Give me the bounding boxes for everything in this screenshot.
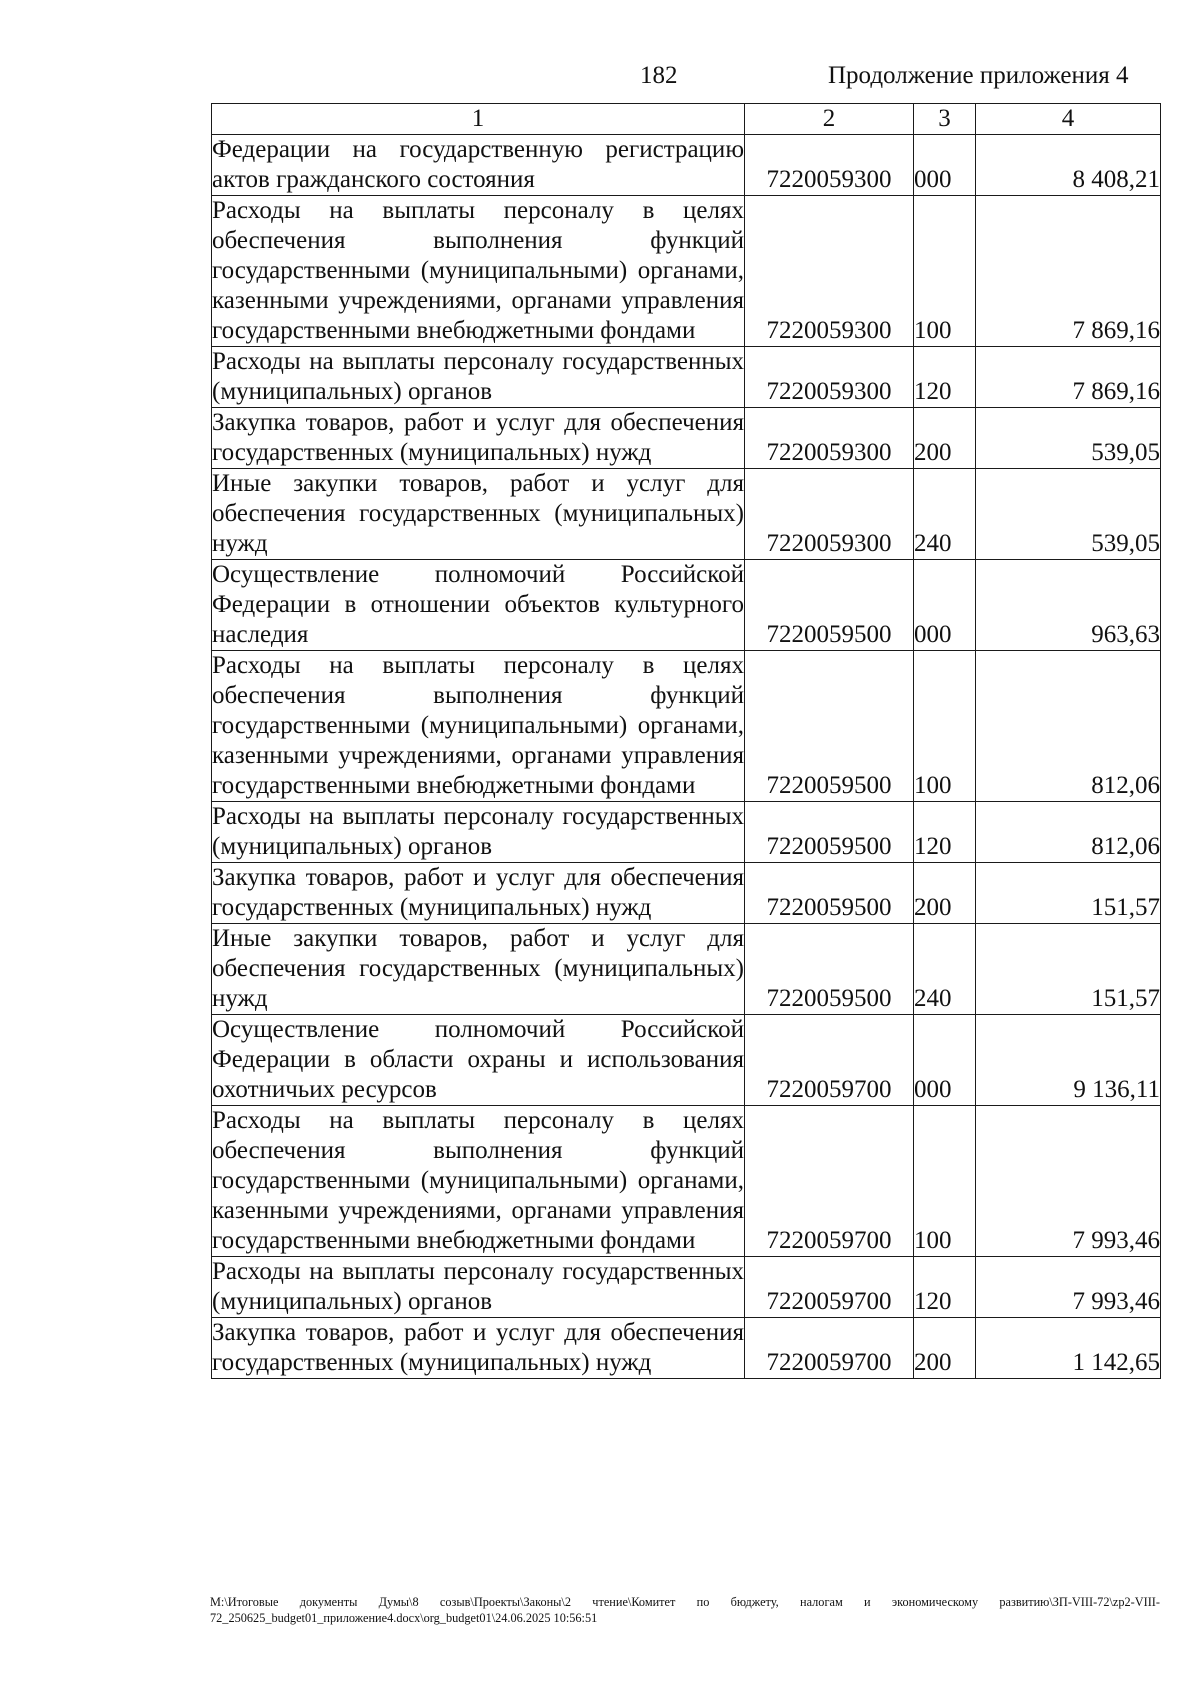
- row-code: 7220059700: [745, 1106, 914, 1257]
- row-code: 7220059500: [745, 802, 914, 863]
- row-expense-type: 100: [914, 1106, 976, 1257]
- row-description: Закупка товаров, работ и услуг для обеспечения государственных (муниципальных) нужд: [212, 408, 745, 469]
- table-header-row: [212, 104, 1161, 135]
- row-expense-type: 100: [914, 651, 976, 802]
- row-expense-type: 120: [914, 802, 976, 863]
- row-description: Расходы на выплаты персоналу в целях обеспечения выполнения функций государственными (муниципальными) органами, казенными учреждениями, органами управления государственными внебюджетными фондами: [212, 196, 745, 347]
- row-amount: 151,57: [976, 863, 1161, 924]
- row-expense-type: 120: [914, 1257, 976, 1318]
- table-row: [212, 1015, 1161, 1106]
- row-amount: 151,57: [976, 924, 1161, 1015]
- row-expense-type: 200: [914, 408, 976, 469]
- column-header-4: 4: [976, 104, 1161, 135]
- row-amount: 539,05: [976, 408, 1161, 469]
- row-amount: 812,06: [976, 651, 1161, 802]
- table-row: [212, 1106, 1161, 1257]
- row-description: Расходы на выплаты персоналу государственных (муниципальных) органов: [212, 1257, 745, 1318]
- row-expense-type: 240: [914, 924, 976, 1015]
- row-expense-type: 000: [914, 1015, 976, 1106]
- table-row: [212, 802, 1161, 863]
- row-code: 7220059300: [745, 408, 914, 469]
- table-row: [212, 560, 1161, 651]
- row-description: Расходы на выплаты персоналу государственных (муниципальных) органов: [212, 802, 745, 863]
- row-amount: 812,06: [976, 802, 1161, 863]
- table-row: [212, 135, 1161, 196]
- row-description: Расходы на выплаты персоналу в целях обеспечения выполнения функций государственными (муниципальными) органами, казенными учреждениями, органами управления государственными внебюджетными фондами: [212, 1106, 745, 1257]
- row-expense-type: 120: [914, 347, 976, 408]
- budget-table: [211, 103, 1161, 1379]
- row-description: Федерации на государственную регистрацию актов гражданского состояния: [212, 135, 745, 196]
- row-expense-type: 100: [914, 196, 976, 347]
- row-description: Иные закупки товаров, работ и услуг для обеспечения государственных (муниципальных) нужд: [212, 469, 745, 560]
- row-code: 7220059500: [745, 863, 914, 924]
- row-expense-type: 200: [914, 1318, 976, 1379]
- page-number: 182: [640, 62, 678, 89]
- row-expense-type: 000: [914, 560, 976, 651]
- column-header-3: 3: [914, 104, 976, 135]
- row-description: Иные закупки товаров, работ и услуг для обеспечения государственных (муниципальных) нужд: [212, 924, 745, 1015]
- column-header-2: 2: [745, 104, 914, 135]
- row-expense-type: 240: [914, 469, 976, 560]
- row-code: 7220059500: [745, 651, 914, 802]
- row-code: 7220059700: [745, 1257, 914, 1318]
- row-description: Осуществление полномочий Российской Федерации в области охраны и использования охотничьих ресурсов: [212, 1015, 745, 1106]
- document-file-path: M:\Итоговые документы Думы\8 созыв\Проекты\Законы\2 чтение\Комитет по бюджету, налогам и экономическому развитию\ЗП-VIII-72\zp2-VIII-72_250625_budget01_приложение4.docx\org_budget01\24.06.2025 10:56:51: [210, 1595, 1160, 1625]
- row-code: 7220059300: [745, 135, 914, 196]
- table-row: [212, 196, 1161, 347]
- row-description: Закупка товаров, работ и услуг для обеспечения государственных (муниципальных) нужд: [212, 863, 745, 924]
- row-amount: 7 869,16: [976, 347, 1161, 408]
- table-row: [212, 1257, 1161, 1318]
- row-code: 7220059500: [745, 924, 914, 1015]
- table-body: [212, 135, 1161, 1379]
- row-amount: 7 869,16: [976, 196, 1161, 347]
- row-amount: 539,05: [976, 469, 1161, 560]
- row-amount: 1 142,65: [976, 1318, 1161, 1379]
- table-row: [212, 347, 1161, 408]
- row-description: Закупка товаров, работ и услуг для обеспечения государственных (муниципальных) нужд: [212, 1318, 745, 1379]
- column-header-1: 1: [212, 104, 745, 135]
- row-amount: 8 408,21: [976, 135, 1161, 196]
- row-code: 7220059300: [745, 347, 914, 408]
- row-amount: 7 993,46: [976, 1257, 1161, 1318]
- row-amount: 9 136,11: [976, 1015, 1161, 1106]
- row-code: 7220059300: [745, 196, 914, 347]
- table-row: [212, 863, 1161, 924]
- row-code: 7220059300: [745, 469, 914, 560]
- row-code: 7220059700: [745, 1015, 914, 1106]
- appendix-continuation-note: Продолжение приложения 4: [828, 62, 1129, 89]
- row-amount: 7 993,46: [976, 1106, 1161, 1257]
- row-description: Расходы на выплаты персоналу государственных (муниципальных) органов: [212, 347, 745, 408]
- row-expense-type: 000: [914, 135, 976, 196]
- row-expense-type: 200: [914, 863, 976, 924]
- row-description: Осуществление полномочий Российской Федерации в отношении объектов культурного наследия: [212, 560, 745, 651]
- row-code: 7220059500: [745, 560, 914, 651]
- table-row: [212, 924, 1161, 1015]
- row-description: Расходы на выплаты персоналу в целях обеспечения выполнения функций государственными (муниципальными) органами, казенными учреждениями, органами управления государственными внебюджетными фондами: [212, 651, 745, 802]
- table-row: [212, 1318, 1161, 1379]
- row-code: 7220059700: [745, 1318, 914, 1379]
- table-row: [212, 651, 1161, 802]
- row-amount: 963,63: [976, 560, 1161, 651]
- table-row: [212, 469, 1161, 560]
- table-row: [212, 408, 1161, 469]
